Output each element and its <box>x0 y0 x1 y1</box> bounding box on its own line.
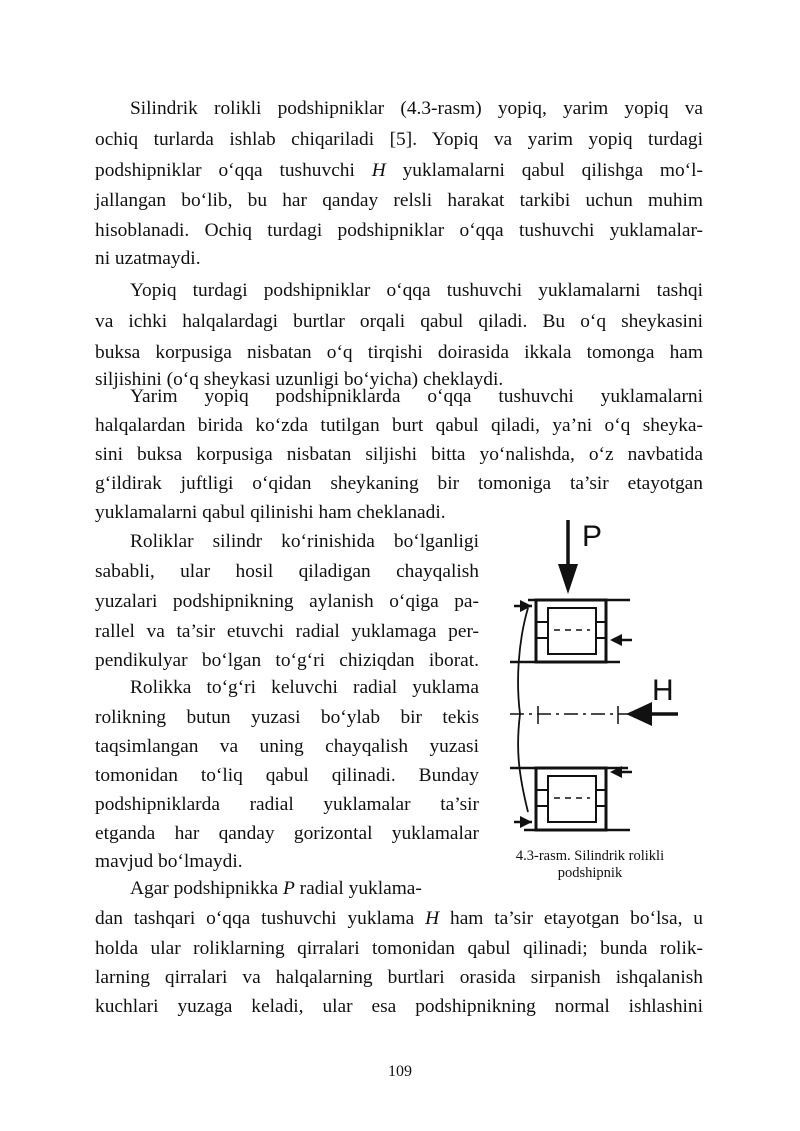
text-line: va ichki halqalardagi burtlar orqali qabul qiladi. Bu o‘q sheykasini <box>95 311 703 332</box>
text-line: siljishini (o‘q sheykasi uzunligi bo‘yicha) cheklaydi. <box>95 369 504 390</box>
bearing-figure <box>500 512 680 852</box>
load-p-arrowhead <box>558 564 578 594</box>
text-span: dan tashqari o‘qqa tushuvchi yuklama <box>95 908 426 929</box>
text-line <box>130 874 422 904</box>
page-number: 109 <box>388 1063 412 1080</box>
text-line: Silindrik rolikli podshipniklar (4.3-rasm) yopiq, yarim yopiq va <box>130 98 703 119</box>
text-span: Agar podshipnikka <box>130 878 283 899</box>
text-line: hisoblanadi. Ochiq turdagi podshipniklar o‘qqa tushuvchi yuklamalar- <box>95 220 703 241</box>
figure-caption <box>490 848 690 882</box>
text-line: Yopiq turdagi podshipniklar o‘qqa tushuvchi yuklamalarni tashqi <box>130 280 703 301</box>
text-line: ochiq turlarda ishlab chiqariladi [5]. Yopiq va yarim yopiq turdagi <box>95 129 703 150</box>
text-line: jallangan bo‘lib, bu har qanday relsli harakat tarkibi uchun muhim <box>95 190 703 211</box>
italic-symbol: P <box>282 878 295 899</box>
italic-symbol: H <box>425 908 440 929</box>
bearing-drawing <box>500 512 680 852</box>
text-line <box>95 156 703 186</box>
text-line: buksa korpusiga nisbatan o‘q tirqishi doirasida ikkala tomonga ham <box>95 342 703 363</box>
label-p: P <box>582 520 603 553</box>
text-span: yuklamalarni qabul qilishga mo‘l- <box>385 160 703 181</box>
text-line: mavjud bo‘lmaydi. <box>95 851 243 872</box>
shaft-bracket <box>518 608 528 812</box>
text-line: g‘ildirak juftligi o‘qidan sheykaning bir tomoniga ta’sir etayotgan <box>95 473 703 494</box>
text-line: holda ular roliklarning qirralari tomonidan qabul qilinadi; bunda rolik- <box>95 938 703 959</box>
label-h: H <box>652 674 674 707</box>
text-line: ni uzatmaydi. <box>95 248 201 269</box>
caption-line: podshipnik <box>557 865 623 881</box>
text-line: Rolikka to‘g‘ri keluvchi radial yuklama <box>130 677 479 698</box>
roller-top <box>548 608 596 654</box>
text-line: halqalardan birida ko‘zda tutilgan burt qabul qiladi, ya’ni o‘q sheyka- <box>95 415 703 436</box>
text-line: larning qirralari va halqalarning burtlari orasida sirpanish ishqalanish <box>95 967 703 988</box>
caption-line: 4.3-rasm. Silindrik rolikli <box>515 848 665 864</box>
text-line: etganda har qanday gorizontal yuklamalar <box>95 823 479 844</box>
text-line: taqsimlangan va uning chayqalish yuzasi <box>95 736 479 757</box>
text-line: kuchlari yuzaga keladi, ular esa podshipnikning normal ishlashini <box>95 996 703 1017</box>
roller-bottom <box>548 776 596 822</box>
text-line: pendikulyar bo‘lgan to‘g‘ri chiziqdan iborat. <box>95 650 479 671</box>
text-line <box>95 904 703 934</box>
italic-symbol: H <box>371 160 386 181</box>
text-line: tomonidan to‘liq qabul qilinadi. Bunday <box>95 765 479 786</box>
text-span: radial yuklama- <box>294 878 422 899</box>
text-line: rolikning butun yuzasi bo‘ylab bir tekis <box>95 707 479 728</box>
text-span: podshipniklar o‘qqa tushuvchi <box>95 160 372 181</box>
text-line: sini buksa korpusiga nisbatan siljishi bitta yo‘nalishda, o‘z navbatida <box>95 444 703 465</box>
load-h-arrowhead <box>626 702 652 726</box>
text-line: yuzalari podshipnikning aylanish o‘qiga pa- <box>95 591 479 612</box>
text-line: sababli, ular hosil qiladigan chayqalish <box>95 561 479 582</box>
text-line: Roliklar silindr ko‘rinishida bo‘lganligi <box>130 531 479 552</box>
text-line: Yarim yopiq podshipniklarda o‘qqa tushuvchi yuklamalarni <box>130 386 703 407</box>
text-line: yuklamalarni qabul qilinishi ham cheklanadi. <box>95 502 446 523</box>
text-span: ham ta’sir etayotgan bo‘lsa, u <box>439 908 703 929</box>
text-line: rallel va ta’sir etuvchi radial yuklamaga per- <box>95 621 479 642</box>
text-line: podshipniklarda radial yuklamalar ta’sir <box>95 794 479 815</box>
